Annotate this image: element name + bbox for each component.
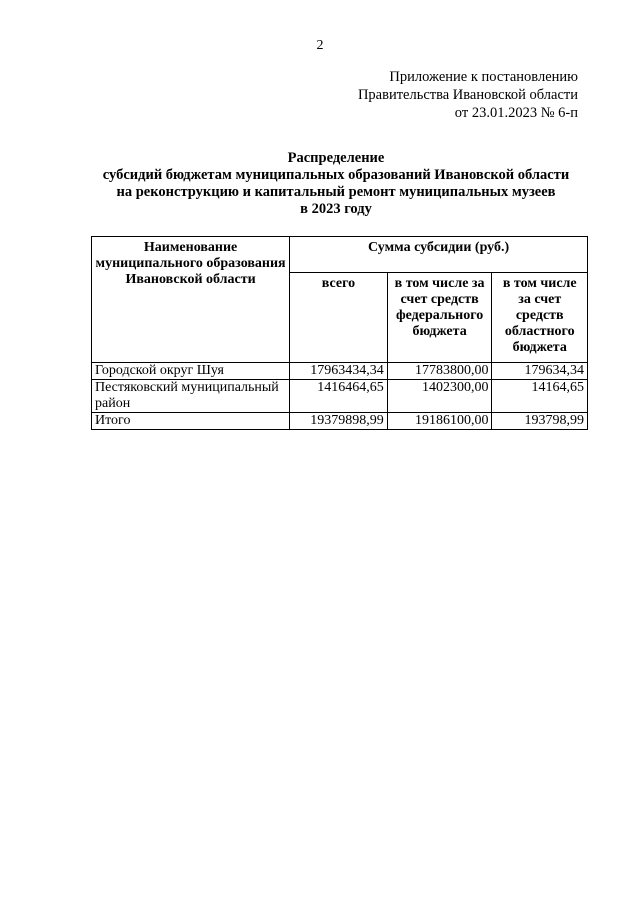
cell-regional: 14164,65 <box>492 380 588 413</box>
cell-federal: 1402300,00 <box>387 380 492 413</box>
table-row <box>92 363 588 380</box>
header-subsidy-amount: Сумма субсидии (руб.) <box>290 237 588 273</box>
page-number: 2 <box>316 38 324 53</box>
appendix-line-1: Приложение к постановлению <box>389 69 578 85</box>
cell-name: Городской округ Шуя <box>92 363 290 380</box>
cell-federal: 17783800,00 <box>387 363 492 380</box>
cell-regional: 193798,99 <box>492 413 588 430</box>
title-line-1: Распределение <box>287 150 385 166</box>
cell-name: Пестяковский муниципальный район <box>92 380 290 413</box>
subsidy-table <box>91 236 588 430</box>
table-row <box>92 380 588 413</box>
cell-name: Итого <box>92 413 290 430</box>
title-line-3: на реконструкцию и капитальный ремонт муниципальных музеев <box>116 184 556 200</box>
table-header-row <box>92 237 588 273</box>
title-line-4: в 2023 году <box>300 201 372 217</box>
document-title <box>60 150 612 218</box>
title-line-2: субсидий бюджетам муниципальных образований Ивановской области <box>102 167 570 183</box>
appendix-line-2: Правительства Ивановской области <box>357 87 578 103</box>
header-federal: в том числе за счет средств федерального бюджета <box>387 273 492 363</box>
cell-total: 17963434,34 <box>290 363 388 380</box>
cell-federal: 19186100,00 <box>387 413 492 430</box>
table-row-total <box>92 413 588 430</box>
appendix-line-3: от 23.01.2023 № 6-п <box>454 105 578 121</box>
cell-total: 19379898,99 <box>290 413 388 430</box>
header-regional: в том числе за счет средств областного бюджета <box>492 273 588 363</box>
header-total: всего <box>290 273 388 363</box>
cell-total: 1416464,65 <box>290 380 388 413</box>
cell-regional: 179634,34 <box>492 363 588 380</box>
appendix-note <box>358 68 578 122</box>
header-municipality: Наименование муниципального образования Ивановской области <box>92 237 290 363</box>
